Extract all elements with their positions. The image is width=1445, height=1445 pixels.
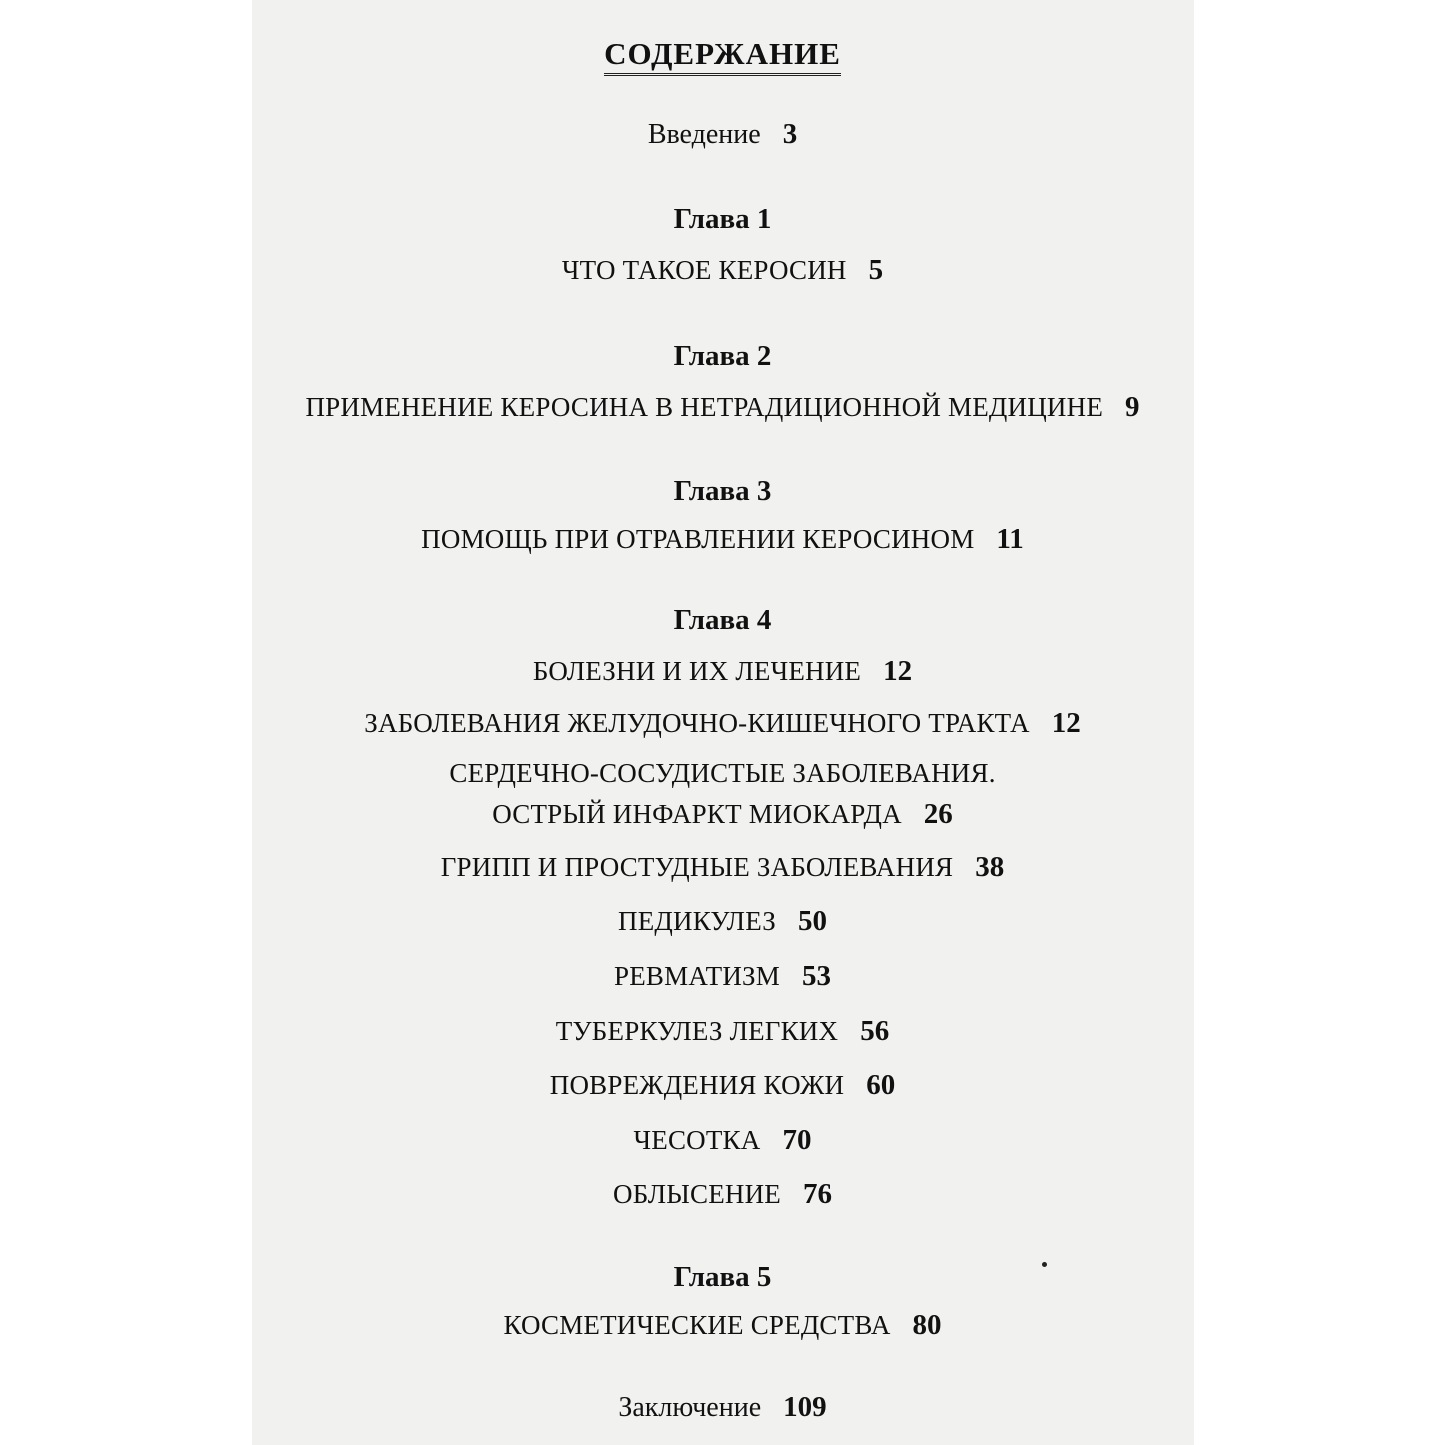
toc-entry — [0, 393, 1445, 422]
toc-entry-intro — [0, 120, 1445, 149]
toc-entry-label: Введение — [647, 119, 761, 150]
toc-entry-label: ПЕДИКУЛЕЗ — [618, 906, 776, 936]
toc-entry-page: 70 — [782, 1124, 812, 1156]
toc-entry-label: КОСМЕТИЧЕСКИЕ СРЕДСТВА — [503, 1310, 891, 1340]
chapter-label: Глава 3 — [673, 475, 772, 507]
toc-entry-label: ГРИПП И ПРОСТУДНЫЕ ЗАБОЛЕВАНИЯ — [440, 852, 954, 882]
toc-entry-label: ПОВРЕЖДЕНИЯ КОЖИ — [549, 1070, 845, 1100]
toc-entry — [0, 709, 1445, 738]
toc-entry-page: 50 — [797, 905, 827, 937]
toc-entry — [0, 256, 1445, 285]
chapter-5-heading — [0, 1263, 1445, 1292]
chapter-label: Глава 1 — [673, 203, 772, 235]
toc-entry-page: 56 — [860, 1015, 890, 1047]
toc-entry — [0, 853, 1445, 882]
toc-entry-label: ОСТРЫЙ ИНФАРКТ МИОКАРДА — [492, 799, 902, 829]
toc-entry — [0, 1017, 1445, 1046]
toc-entry-page: 11 — [996, 523, 1024, 555]
toc-entry-label: ЗАБОЛЕВАНИЯ ЖЕЛУДОЧНО-КИШЕЧНОГО ТРАКТА — [364, 708, 1030, 738]
chapter-label: Глава 2 — [673, 340, 772, 372]
chapter-label: Глава 4 — [673, 604, 772, 636]
toc-entry-label: ОБЛЫСЕНИЕ — [613, 1179, 781, 1209]
toc-entry-page: 80 — [912, 1309, 942, 1341]
toc-entry — [0, 1311, 1445, 1340]
toc-entry-label: ЧЕСОТКА — [633, 1125, 761, 1155]
toc-entry-label: ТУБЕРКУЛЕЗ ЛЕГКИХ — [555, 1016, 839, 1046]
toc-entry-label: ПОМОЩЬ ПРИ ОТРАВЛЕНИИ КЕРОСИНОМ — [421, 524, 975, 554]
toc-entry-label: Заключение — [618, 1392, 762, 1423]
toc-entry — [0, 907, 1445, 936]
toc-entry — [0, 962, 1445, 991]
toc-entry-line1 — [0, 760, 1445, 787]
toc-entry-page: 9 — [1125, 391, 1140, 423]
toc-heading: СОДЕРЖАНИЕ — [604, 36, 841, 76]
ink-speck — [1042, 1262, 1047, 1267]
chapter-3-heading — [0, 477, 1445, 506]
toc-entry-page: 12 — [1051, 707, 1081, 739]
toc-entry-page: 109 — [783, 1391, 827, 1423]
toc-entry — [0, 657, 1445, 686]
toc-entry-label: БОЛЕЗНИ И ИХ ЛЕЧЕНИЕ — [532, 656, 862, 686]
toc-entry — [0, 1180, 1445, 1209]
toc-entry-page: 12 — [883, 655, 913, 687]
toc-entry — [0, 1071, 1445, 1100]
toc-entry — [0, 800, 1445, 829]
chapter-1-heading — [0, 205, 1445, 234]
toc-entry-label: РЕВМАТИЗМ — [614, 961, 780, 991]
chapter-4-heading — [0, 606, 1445, 635]
toc-entry-page: 53 — [801, 960, 831, 992]
toc-entry-page: 5 — [868, 254, 884, 286]
toc-entry-label: ЧТО ТАКОЕ КЕРОСИН — [561, 255, 847, 285]
toc-entry-page: 26 — [923, 798, 953, 830]
toc-entry-page: 60 — [866, 1069, 896, 1101]
toc-entry — [0, 1126, 1445, 1155]
toc-entry-page: 76 — [802, 1178, 832, 1210]
toc-entry-label: ПРИМЕНЕНИЕ КЕРОСИНА В НЕТРАДИЦИОННОЙ МЕДИЦИНЕ — [305, 392, 1104, 422]
toc-entry-page: 3 — [782, 118, 798, 150]
toc-entry-page: 38 — [975, 851, 1005, 883]
chapter-label: Глава 5 — [673, 1261, 772, 1293]
chapter-2-heading — [0, 342, 1445, 371]
toc-heading-row — [0, 38, 1445, 69]
toc-entry-conclusion — [0, 1393, 1445, 1422]
toc-entry-label-line1: СЕРДЕЧНО-СОСУДИСТЫЕ ЗАБОЛЕВАНИЯ. — [449, 758, 996, 788]
toc-entry — [0, 525, 1445, 554]
